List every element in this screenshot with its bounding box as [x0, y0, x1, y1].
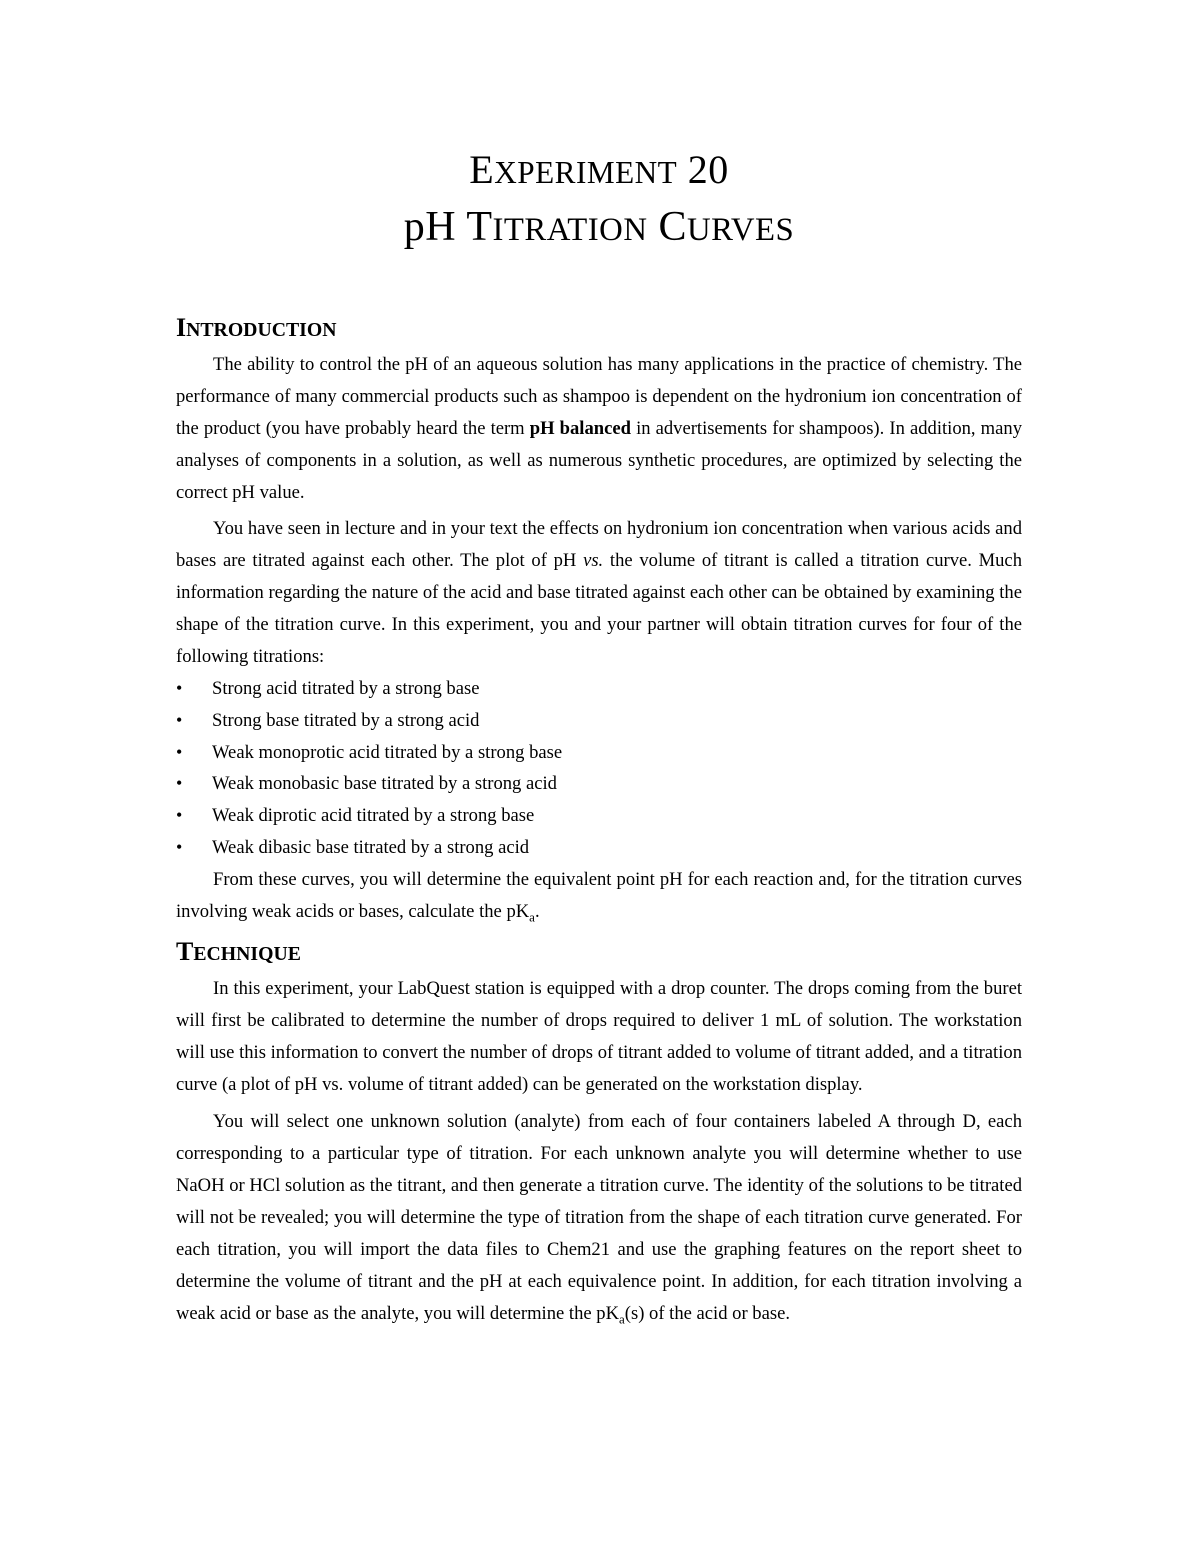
- bullet-icon: •: [176, 836, 183, 857]
- intro-paragraph-1: The ability to control the pH of an aqueous solution has many applications in the practice of chemistry. The performance of many commercial products such as shampoo is dependent on the hydronium ion concentration of the product (you have probably heard the term pH balanced in advertisements for shampoos). In addition, many analyses of components in a solution, as well as numerous synthetic procedures, are optimized by selecting the correct pH value.: [176, 354, 1022, 504]
- bullet-icon: •: [176, 710, 183, 731]
- document-page: [176, 148, 1022, 1330]
- bullet-icon: •: [176, 773, 183, 794]
- list-item: • Weak monobasic base titrated by a strong acid: [176, 768, 1022, 800]
- technique-heading: TECHNIQUE: [176, 936, 301, 966]
- list-item: • Weak diprotic acid titrated by a strong base: [176, 800, 1022, 832]
- experiment-title: pH TITRATION CURVES: [403, 204, 795, 250]
- experiment-number-title: EXPERIMENT 20: [469, 147, 729, 192]
- introduction-heading: INTRODUCTION: [176, 313, 337, 343]
- ph-balanced-term: pH balanced: [529, 418, 631, 440]
- list-item: • Strong acid titrated by a strong base: [176, 673, 1022, 705]
- technique-paragraph-2: You will select one unknown solution (analyte) from each of four containers labeled A through D, each corresponding to a particular type of titration. For each unknown analyte you will determine whether to use NaOH or HCl solution as the titrant, and then generate a titration curve. The identity of the solutions to be titrated will not be revealed; you will determine the type of titration from the shape of each titration curve generated. For each titration, you will import the data files to Chem21 and use the graphing features on the report sheet to determine the volume of titrant and the pH at each equivalence point. In addition, for each titration involving a weak acid or base as the analyte, you will determine the $pK_a(s)$ of the acid or base.: [176, 1110, 1022, 1327]
- technique-paragraph-1: In this experiment, your LabQuest station is equipped with a drop counter. The drops coming from the buret will first be calibrated to determine the number of drops required to deliver 1 mL of solution. The workstation will use this information to convert the number of drops of titrant added to volume of titrant added, and a titration curve (a plot of pH vs. volume of titrant added) can be generated on the workstation display.: [176, 977, 1022, 1095]
- list-item: • Weak dibasic base titrated by a strong acid: [176, 832, 1022, 864]
- titration-type-list: [176, 673, 1022, 863]
- bullet-icon: •: [176, 678, 183, 699]
- list-item: • Strong base titrated by a strong acid: [176, 705, 1022, 737]
- intro-paragraph-3: From these curves, you will determine the equivalent point pH for each reaction and, for the titration curves involving weak acids or bases, calculate the $pK_a$.: [176, 868, 1022, 925]
- intro-paragraph-2: You have seen in lecture and in your text the effects on hydronium ion concentration when various acids and bases are titrated against each other. The plot of pH vs. the volume of titrant is called a titration curve. Much information regarding the nature of the acid and base titrated against each other can be obtained by examining the shape of the titration curve. In this experiment, you and your partner will obtain titration curves for four of the following titrations:: [176, 518, 1022, 668]
- bullet-icon: •: [176, 805, 183, 826]
- bullet-icon: •: [176, 741, 183, 762]
- list-item: • Weak monoprotic acid titrated by a strong base: [176, 737, 1022, 769]
